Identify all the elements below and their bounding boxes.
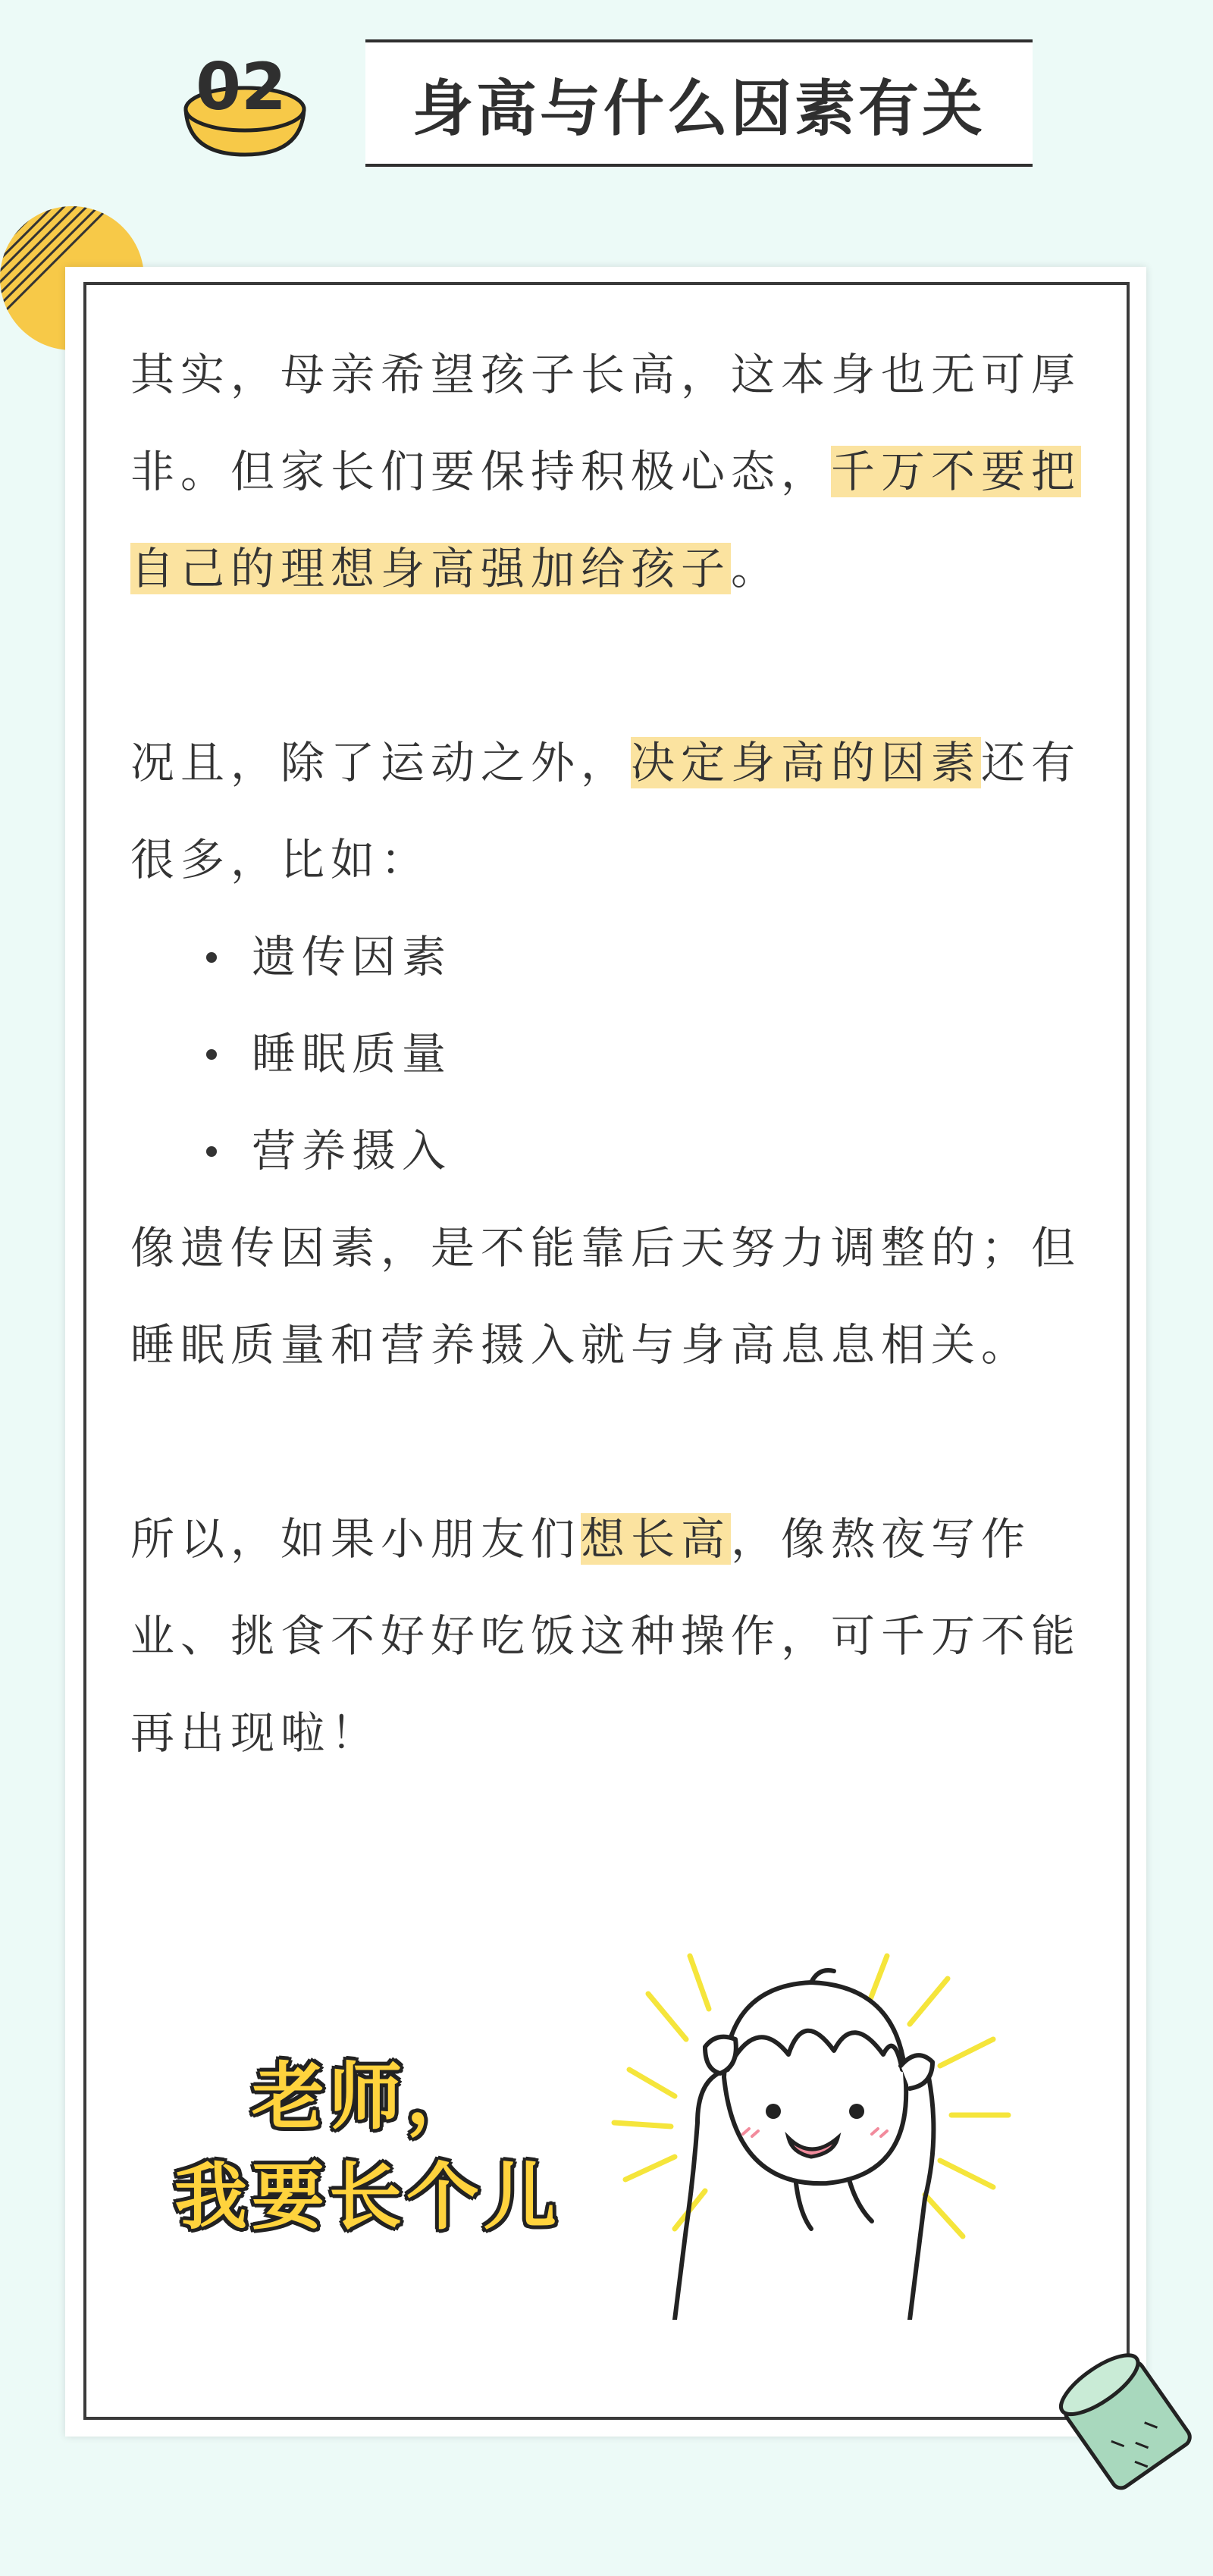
paragraph-3: 像遗传因素，是不能靠后天努力调整的；但睡眠质量和营养摄入就与身高息息相关。 xyxy=(130,1222,1082,1371)
paragraph-1: 其实，母亲希望孩子长高，这本身也无可厚非。但家长们要保持积极心态，千万不要把自己的理想身高强加给孩子。 xyxy=(130,349,1082,594)
list-item: 营养摄入 xyxy=(252,1102,1086,1199)
highlight-text: 决定身高的因素 xyxy=(631,737,982,788)
factor-list xyxy=(130,908,1086,1199)
cup-decoration xyxy=(1046,2327,1213,2502)
paragraph-4: 所以，如果小朋友们想长高，像熬夜写作业、挑食不好好吃饭这种操作，可千万不能再出现啦！ xyxy=(130,1513,1082,1759)
list-item: 睡眠质量 xyxy=(252,1005,1086,1102)
list-item: 遗传因素 xyxy=(252,908,1086,1005)
highlight-text: 想长高 xyxy=(581,1513,732,1565)
section-number-bowl xyxy=(180,39,309,161)
paragraph-2: 况且，除了运动之外，决定身高的因素还有很多，比如： xyxy=(130,737,1082,885)
section-number: 02 xyxy=(196,49,287,125)
highlight-text: 千万不要把自己的理想身高强加给孩子 xyxy=(130,446,1082,594)
speech-text: 老师， 我要长个儿 xyxy=(174,2054,561,2239)
section-title: 身高与什么因素有关 xyxy=(412,73,986,144)
article-body xyxy=(130,326,1086,1782)
section-title-box xyxy=(365,39,1033,167)
child-illustration xyxy=(584,1926,1054,2320)
